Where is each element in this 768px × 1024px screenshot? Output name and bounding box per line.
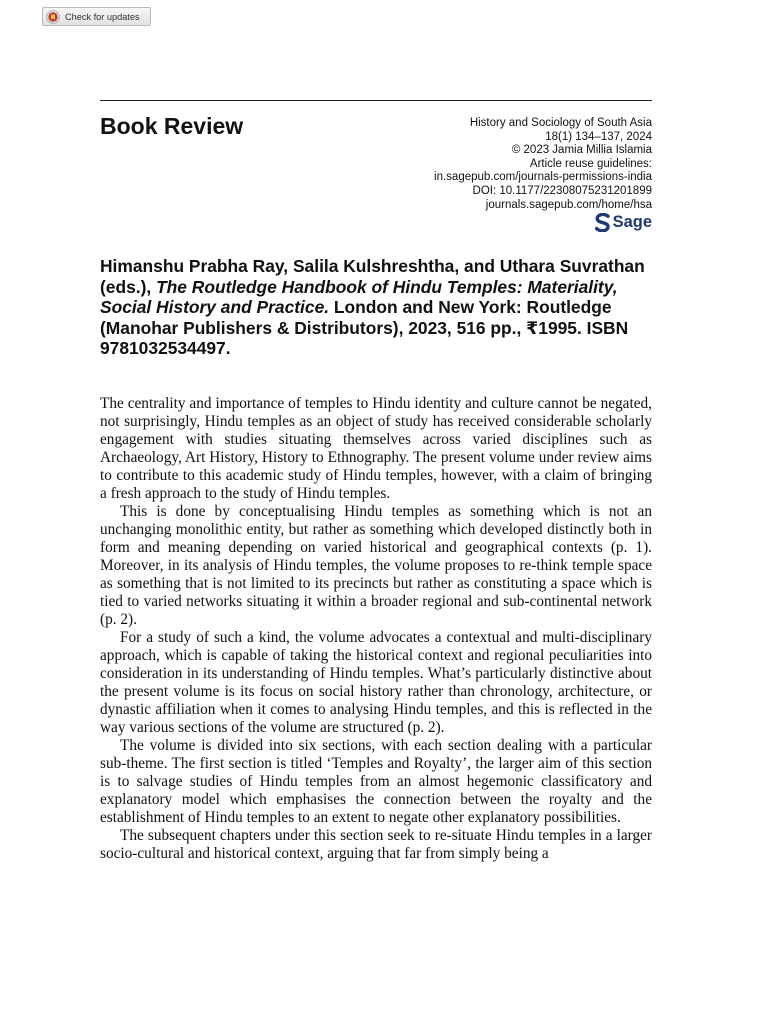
paragraph: The subsequent chapters under this section seek to re-situate Hindu temples in a larger socio-cultural and historical context, arguing that far from simply being a bbox=[100, 827, 652, 862]
sage-logo-text: Sage bbox=[612, 212, 652, 231]
sage-logo bbox=[434, 213, 652, 232]
paragraph: The volume is divided into six sections, with each section dealing with a particular sub-theme. The first section is titled ‘Temples and Royalty’, the larger aim of this section is to salvage studies of Hindu temples from an almost hegemonic classificatory and explanatory model which emphasises the connection between the royalty and the establishment of Hindu temples to an extent to negate other explanatory possibilities. bbox=[100, 737, 652, 826]
permissions-link[interactable]: in.sagepub.com/journals-permissions-india bbox=[434, 171, 652, 184]
check-for-updates-button[interactable] bbox=[42, 7, 151, 26]
citation-authors: Himanshu Prabha Ray, Salila Kulshreshtha, and Uthara Suvrathan (eds.), bbox=[100, 256, 645, 297]
paragraph: The centrality and importance of temples to Hindu identity and culture cannot be negated, not surprisingly, Hindu temples as an object of study has received considerable scholarly engagement with studies situating themselves across varied disciplines such as Archaeology, Art History, History to Ethnography. The present volume under review aims to contribute to this academic study of Hindu temples, however, with a claim of bringing a fresh approach to the study of Hindu temples. bbox=[100, 395, 652, 502]
reuse-guidelines-label: Article reuse guidelines: bbox=[529, 157, 652, 170]
journal-homepage-link[interactable]: journals.sagepub.com/home/hsa bbox=[485, 198, 652, 211]
volume-issue: 18(1) 134–137, 2024 bbox=[545, 130, 652, 143]
paragraph: For a study of such a kind, the volume advocates a contextual and multi-disciplinary approach, which is capable of taking the historical context and regional peculiarities into consideration in its understanding of Hindu temples. What’s particularly distinctive about the present volume is its focus on social history rather than chronology, architecture, or dynastic affiliation when it comes to analysing Hindu temples, and this is reflected in the way various sections of the volume are structured (p. 2). bbox=[100, 629, 652, 736]
copyright-line: © 2023 Jamia Millia Islamia bbox=[511, 144, 652, 157]
header-rule bbox=[100, 100, 652, 101]
check-for-updates-icon bbox=[46, 10, 60, 24]
book-citation bbox=[100, 256, 660, 359]
citation-publication: London and New York: Routledge (Manohar Publishers & Distributors), 2023, 516 pp., ₹1995. ISBN 9781032534497. bbox=[100, 297, 629, 358]
paragraph: This is done by conceptualising Hindu temples as something which is not an unchanging monolithic entity, but rather as something which developed distinctly both in form and meaning depending on varied historical and geographical contexts (p. 1). Moreover, in its analysis of Hindu temples, the volume proposes to re-think temple space as something that is not limited to its precincts but rather as constituting a space which is tied to varied networks situating it within a broader regional and sub-continental network (p. 2). bbox=[100, 503, 652, 628]
check-for-updates-label: Check for updates bbox=[65, 11, 140, 22]
sage-logo-icon bbox=[595, 213, 610, 232]
journal-name: History and Sociology of South Asia bbox=[469, 117, 652, 129]
review-body bbox=[100, 395, 652, 863]
section-title: Book Review bbox=[100, 113, 244, 139]
doi-line[interactable]: DOI: 10.1177/22308075231201899 bbox=[472, 184, 652, 197]
citation-book-title: The Routledge Handbook of Hindu Temples: Materiality, Social History and Practice. bbox=[100, 276, 618, 317]
journal-meta bbox=[434, 117, 652, 232]
